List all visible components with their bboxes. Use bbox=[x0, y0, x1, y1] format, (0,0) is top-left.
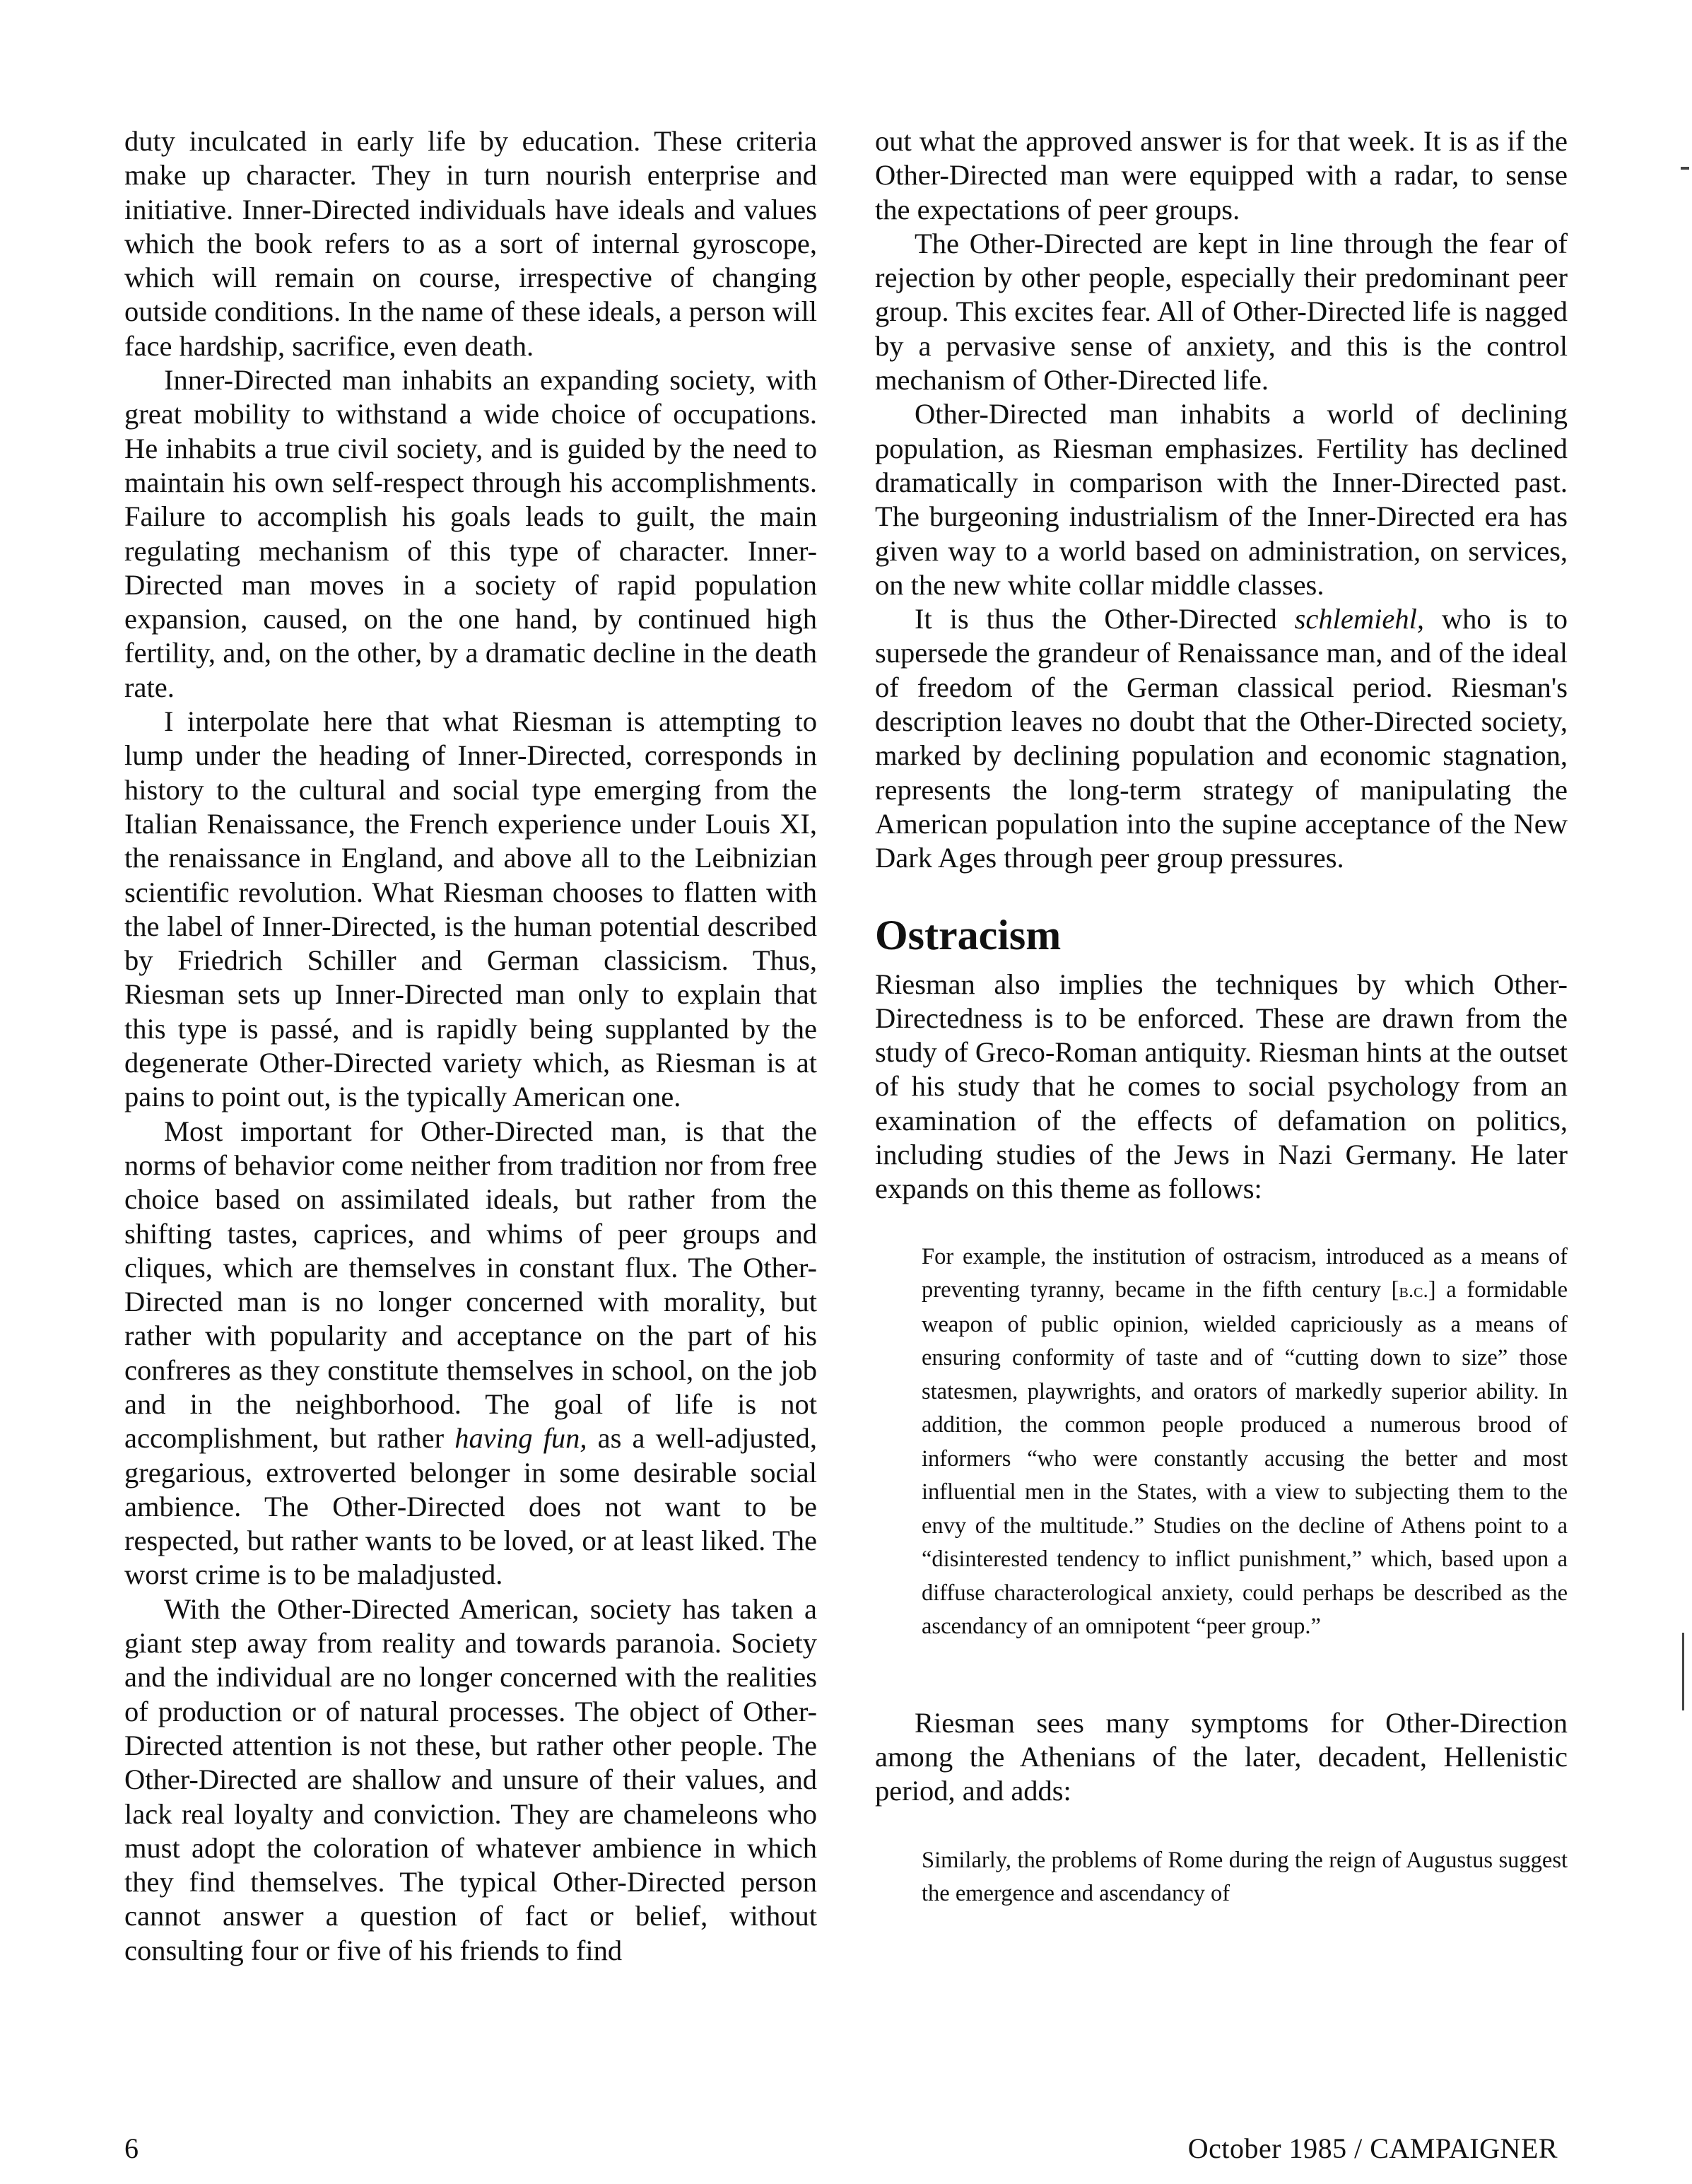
right-paragraph-4 bbox=[875, 602, 1568, 875]
spacer bbox=[875, 1644, 1568, 1706]
left-column bbox=[124, 124, 817, 1968]
section-heading: Ostracism bbox=[875, 911, 1062, 958]
quote-1-text-a: For example, the institution of ostracism, introduced as a means of preventing tyranny, became in the fifth century [ bbox=[922, 1243, 1568, 1303]
block-quote-1 bbox=[922, 1240, 1568, 1644]
left-paragraph-1: duty inculcated in early life by education. These criteria make up character. They in turn nourish enterprise and initiative. Inner-Directed individuals have ideals and values which the book refers to as a sort of internal gyroscope, which will remain on course, irrespective of changing outside conditions. In the name of these ideals, a person will face hardship, sacrifice, even death. bbox=[124, 125, 817, 362]
margin-mark bbox=[1681, 167, 1689, 170]
margin-rule bbox=[1682, 1633, 1684, 1710]
left-paragraph-5: With the Other-Directed American, society has taken a giant step away from reality and towards paranoia. Society and the individual are no longer concerned with the realities of production or of natural processes. The object of Other-Directed attention is not these, but rather other people. The Other-Directed are shallow and unsure of their values, and lack real loyalty and conviction. They are chameleons who must adopt the coloration of whatever ambience in which they find themselves. The typical Other-Directed person cannot answer a question of fact or belief, without consulting four or five of his friends to find bbox=[124, 1592, 817, 1966]
left-paragraph-4-text-a: Most important for Other-Directed man, is that the norms of behavior come neither from tradition nor from free choice based on assimilated ideals, but rather from the shifting tastes, caprices, and whims of peer groups and cliques, which are themselves in constant flux. The Other-Directed man is no longer concerned with morality, but rather with popularity and acceptance on the part of his confreres as they constitute themselves in school, on the job and in the neighborhood. The goal of life is not accomplishment, but rather bbox=[124, 1115, 817, 1455]
right-paragraph-4-italic: schlemiehl, bbox=[1294, 603, 1424, 635]
right-paragraph-1: out what the approved answer is for that week. It is as if the Other-Directed man were equipped with a radar, to sense the expectations of peer groups. bbox=[875, 125, 1568, 225]
right-paragraph-4-text-b: who is to supersede the grandeur of Renaissance man, and of the ideal of freedom of the German classical period. Riesman's description leaves no doubt that the Other-Directed society, marked by declining population and economic stagnation, represents the long-term strategy of manipulating the American population into the supine acceptance of the New Dark Ages through peer group pressures. bbox=[875, 603, 1568, 874]
left-paragraph-4-italic: having fun, bbox=[454, 1422, 587, 1455]
right-column bbox=[875, 124, 1568, 1911]
page-number: 6 bbox=[124, 2132, 139, 2164]
right-paragraph-5: Riesman also implies the techniques by which Other-Directedness is to be enforced. These are drawn from the study of Greco-Roman antiquity. Riesman hints at the outset of his study that he comes to social psychology from an examination of the effects of defamation on politics, including studies of the Jews in Nazi Germany. He later expands on this theme as follows: bbox=[875, 968, 1568, 1205]
right-paragraph-4-text-a: It is thus the Other-Directed bbox=[915, 603, 1295, 635]
left-paragraph-2: Inner-Directed man inhabits an expanding society, with great mobility to withstand a wide choice of occupations. He inhabits a true civil society, and is guided by the need to maintain his own self-respect through his accomplishments. Failure to accomplish his goals leads to guilt, the main regulating mechanism of this type of character. Inner-Directed man moves in a society of rapid population expansion, caused, on the one hand, by continued high fertility, and, on the other, by a dramatic decline in the death rate. bbox=[124, 364, 817, 703]
right-paragraph-3: Other-Directed man inhabits a world of declining population, as Riesman emphasizes. Fertility has declined dramatically in comparison with the Inner-Directed past. The burgeoning industrialism of the Inner-Directed era has given way to a world based on administration, on services, on the new white collar middle classes. bbox=[875, 398, 1568, 601]
left-paragraph-3: I interpolate here that what Riesman is attempting to lump under the heading of Inner-Directed, corresponds in history to the cultural and social type emerging from the Italian Renaissance, the French experience under Louis XI, the renaissance in England, and above all to the Leibnizian scientific revolution. What Riesman chooses to flatten with the label of Inner-Directed, is the human potential described by Friedrich Schiller and German classicism. Thus, Riesman sets up Inner-Directed man only to explain that this type is passé, and is rapidly being supplanted by the degenerate Other-Directed variety which, as Riesman is at pains to point out, is the typically American one. bbox=[124, 705, 817, 1113]
block-quote-2: Similarly, the problems of Rome during the reign of Augustus suggest the emergence and ascendancy of bbox=[922, 1847, 1568, 1906]
right-paragraph-6: Riesman sees many symptoms for Other-Direction among the Athenians of the later, decadent, Hellenistic period, and adds: bbox=[875, 1706, 1568, 1807]
quote-1-text-b: ] a formidable weapon of public opinion, wielded capriciously as a means of ensuring conformity of taste and of “cutting down to size” those statesmen, playwrights, and orators of markedly superior ability. In addition, the common people produced a numerous brood of informers “who were constantly accusing the better and most influential men in the States, with a view to subjecting them to the envy of the multitude.” Studies on the decline of Athens point to a “disinterested tendency to inflict punishment,” which, based upon a diffuse characterological anxiety, could perhaps be described as the ascendancy of an omnipotent “peer group.” bbox=[922, 1277, 1568, 1640]
left-paragraph-4 bbox=[124, 1115, 817, 1592]
left-paragraph-4-text-b: as a well-adjusted, gregarious, extroverted belonger in some desirable social ambience. The Other-Directed does not want to be respected, but rather wants to be loved, or at least liked. The worst crime is to be maladjusted. bbox=[124, 1422, 818, 1591]
quote-1-era: b.c. bbox=[1399, 1279, 1428, 1303]
right-paragraph-2: The Other-Directed are kept in line through the fear of rejection by other people, especially their predominant peer group. This excites fear. All of Other-Directed life is nagged by a pervasive sense of anxiety, and this is the control mechanism of Other-Directed life. bbox=[875, 227, 1568, 397]
issue-label: October 1985 / CAMPAIGNER bbox=[1187, 2132, 1558, 2164]
